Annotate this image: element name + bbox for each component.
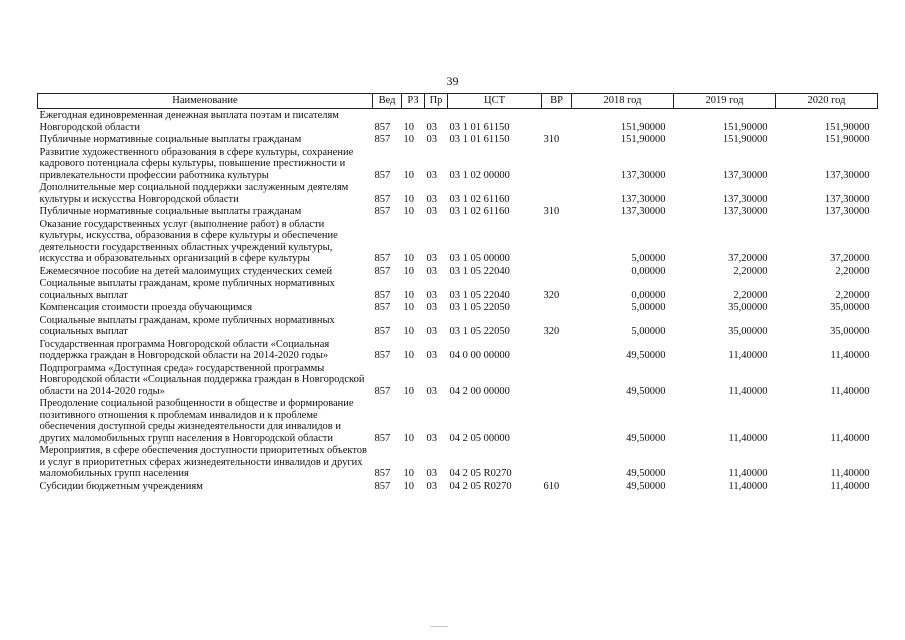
cell-name: Преодоление социальной разобщенности в обществе и формирование позитивного отношения к проблемам инвалидов и к проблеме обеспечения доступной среды жизнедеятельности для инвалидов и других маломобильных групп населения в Новгородской области [39, 398, 354, 444]
cell-2019: 137,30000 [722, 206, 768, 217]
column-header-ved: Вед [373, 94, 402, 109]
cell-cst: 04 2 05 R0270 [449, 480, 512, 492]
cell-vr [542, 181, 572, 205]
table-body [38, 109, 878, 493]
cell-cst: 04 2 05 00000 [449, 432, 510, 444]
cell-pr: 03 [426, 253, 437, 264]
cell-vr [542, 444, 572, 480]
header-row [38, 94, 878, 109]
cell-rz: 10 [403, 468, 414, 479]
cell-vr [542, 265, 572, 278]
cell-cst: 03 1 01 61150 [449, 134, 510, 145]
cell-name: Компенсация стоимости проезда обучающимся [39, 302, 253, 313]
cell-cst: 03 1 02 61160 [449, 206, 510, 217]
budget-table [37, 93, 878, 492]
cell-rz: 10 [403, 253, 414, 264]
column-header-vr: ВР [542, 94, 572, 109]
cell-ved: 857 [374, 265, 391, 277]
cell-cst: 03 1 05 22050 [449, 326, 510, 337]
cell-name: Субсидии бюджетным учреждениям [39, 480, 203, 492]
cell-vr: 320 [543, 326, 560, 337]
cell-rz: 10 [403, 169, 414, 181]
cell-rz: 10 [403, 385, 414, 397]
cell-2018: 0,00000 [631, 289, 666, 301]
table-row [38, 444, 878, 480]
column-header-name: Наименование [38, 94, 373, 109]
table-row [38, 480, 878, 493]
cell-ved: 857 [374, 302, 391, 313]
cell-rz: 10 [403, 289, 414, 301]
cell-name: Подпрограмма «Доступная среда» государственной программы Новгородской области «Социальная поддержка граждан в Новгородской области на 2014-2020 годы» [39, 362, 365, 397]
cell-vr: 310 [543, 134, 560, 145]
cell-2020: 151,90000 [824, 134, 870, 145]
cell-vr [542, 338, 572, 362]
cell-2020: 137,30000 [824, 206, 870, 217]
cell-rz: 10 [403, 480, 414, 492]
cell-vr [542, 301, 572, 314]
cell-2020: 35,00000 [830, 326, 870, 337]
cell-2019: 11,40000 [728, 350, 768, 361]
cell-2019: 2,20000 [733, 265, 768, 277]
cell-cst: 04 2 00 00000 [449, 385, 510, 397]
cell-2018: 5,00000 [631, 302, 666, 313]
cell-cst: 03 1 05 22040 [449, 289, 510, 301]
cell-pr: 03 [426, 265, 437, 277]
table-row [38, 218, 878, 265]
page-number: 39 [446, 74, 459, 88]
cell-2020: 37,20000 [830, 253, 870, 264]
cell-2020: 35,00000 [830, 302, 870, 313]
cell-2020: 11,40000 [830, 480, 870, 492]
cell-2020: 2,20000 [835, 265, 870, 277]
cell-2019: 2,20000 [733, 289, 768, 301]
cell-name: Государственная программа Новгородской области «Социальная поддержка граждан в Новгородской области на 2014-2020 годы» [39, 338, 330, 361]
cell-cst: 03 1 05 22040 [449, 265, 510, 277]
cell-vr [542, 146, 572, 182]
cell-2020: 11,40000 [830, 432, 870, 444]
cell-pr: 03 [426, 385, 437, 397]
cell-vr: 310 [543, 206, 560, 217]
cell-2018: 137,30000 [620, 206, 666, 217]
table-row [38, 133, 878, 146]
cell-ved: 857 [374, 289, 391, 301]
cell-ved: 857 [374, 326, 391, 337]
table-row [38, 146, 878, 182]
cell-cst: 03 1 01 61150 [449, 121, 510, 133]
cell-2018: 49,50000 [626, 350, 666, 361]
cell-name: Ежегодная единовременная денежная выплата поэтам и писателям Новгородской области [39, 110, 339, 133]
table-row [38, 362, 878, 398]
cell-rz: 10 [403, 193, 414, 205]
scan-mark [430, 626, 448, 627]
cell-vr [542, 218, 572, 265]
cell-name: Публичные нормативные социальные выплаты гражданам [39, 134, 302, 145]
column-header-rz: РЗ [402, 94, 425, 109]
cell-cst: 03 1 05 22050 [449, 302, 510, 313]
cell-pr: 03 [426, 193, 437, 205]
cell-name: Социальные выплаты гражданам, кроме публичных нормативных социальных выплат [39, 278, 335, 301]
cell-2018: 49,50000 [626, 468, 666, 479]
cell-2018: 137,30000 [620, 169, 666, 181]
cell-name: Мероприятия, в сфере обеспечения доступности приоритетных объектов и услуг в приоритетных сферах жизнедеятельности инвалидов и других маломобильных групп населения [39, 445, 368, 479]
cell-cst: 03 1 02 00000 [449, 169, 510, 181]
cell-2018: 151,90000 [620, 121, 666, 133]
cell-cst: 04 0 00 00000 [449, 350, 510, 361]
cell-2018: 49,50000 [626, 385, 666, 397]
cell-rz: 10 [403, 265, 414, 277]
cell-2019: 35,00000 [728, 326, 768, 337]
cell-2020: 11,40000 [830, 468, 870, 479]
table-row [38, 397, 878, 444]
cell-name: Развитие художественного образования в сфере культуры, сохранение кадрового потенциала сферы культуры, повышение престижности и привлекательности профессии работника культуры [39, 146, 354, 181]
table-row [38, 109, 878, 134]
cell-ved: 857 [374, 350, 391, 361]
cell-vr: 610 [543, 480, 560, 492]
cell-2020: 11,40000 [830, 350, 870, 361]
cell-vr [542, 362, 572, 398]
table-header [38, 94, 878, 109]
cell-2018: 137,30000 [620, 193, 666, 205]
cell-rz: 10 [403, 121, 414, 133]
table-row [38, 277, 878, 301]
cell-2020: 137,30000 [824, 193, 870, 205]
table-row [38, 265, 878, 278]
cell-ved: 857 [374, 385, 391, 397]
cell-ved: 857 [374, 432, 391, 444]
cell-cst: 03 1 05 00000 [449, 253, 510, 264]
cell-2019: 137,30000 [722, 193, 768, 205]
column-header-cst: ЦСТ [448, 94, 542, 109]
cell-ved: 857 [374, 193, 391, 205]
cell-pr: 03 [426, 432, 437, 444]
cell-pr: 03 [426, 206, 437, 217]
cell-name: Ежемесячное пособие на детей малоимущих студенческих семей [39, 265, 333, 277]
cell-2019: 37,20000 [728, 253, 768, 264]
cell-ved: 857 [374, 134, 391, 145]
cell-name: Дополнительные мер социальной поддержки заслуженным деятелям культуры и искусства Новгородской области [39, 182, 349, 205]
cell-2019: 11,40000 [728, 468, 768, 479]
cell-2018: 151,90000 [620, 134, 666, 145]
cell-2020: 2,20000 [835, 289, 870, 301]
cell-rz: 10 [403, 302, 414, 313]
cell-2019: 11,40000 [728, 432, 768, 444]
cell-2020: 137,30000 [824, 169, 870, 181]
cell-ved: 857 [374, 253, 391, 264]
table-row [38, 205, 878, 218]
cell-rz: 10 [403, 350, 414, 361]
table-row [38, 314, 878, 338]
cell-name: Оказание государственных услуг (выполнение работ) в области культуры, искусства, образования в сфере культуры и обеспечение деятельности государственных областных учреждений культуры, искусства и образовательных организаций в сфере культуры [39, 218, 338, 264]
cell-pr: 03 [426, 134, 437, 145]
cell-pr: 03 [426, 350, 437, 361]
table-row [38, 181, 878, 205]
column-header-2019: 2019 год [674, 94, 776, 109]
cell-ved: 857 [374, 468, 391, 479]
cell-cst: 03 1 02 61160 [449, 193, 510, 205]
cell-rz: 10 [403, 432, 414, 444]
cell-2019: 151,90000 [722, 121, 768, 133]
column-header-2020: 2020 год [776, 94, 878, 109]
cell-pr: 03 [426, 326, 437, 337]
cell-rz: 10 [403, 134, 414, 145]
column-header-2018: 2018 год [572, 94, 674, 109]
cell-2019: 11,40000 [728, 480, 768, 492]
cell-cst: 04 2 05 R0270 [449, 468, 512, 479]
cell-2020: 11,40000 [830, 385, 870, 397]
cell-rz: 10 [403, 206, 414, 217]
cell-2018: 5,00000 [631, 253, 666, 264]
cell-vr: 320 [543, 289, 560, 301]
cell-pr: 03 [426, 480, 437, 492]
cell-pr: 03 [426, 121, 437, 133]
cell-pr: 03 [426, 289, 437, 301]
cell-2018: 5,00000 [631, 326, 666, 337]
cell-name: Социальные выплаты гражданам, кроме публичных нормативных социальных выплат [39, 314, 335, 337]
cell-2019: 137,30000 [722, 169, 768, 181]
cell-ved: 857 [374, 480, 391, 492]
cell-ved: 857 [374, 121, 391, 133]
cell-2018: 49,50000 [626, 432, 666, 444]
cell-2018: 49,50000 [626, 480, 666, 492]
cell-2019: 35,00000 [728, 302, 768, 313]
cell-2018: 0,00000 [631, 265, 666, 277]
cell-rz: 10 [403, 326, 414, 337]
cell-vr [542, 109, 572, 134]
cell-pr: 03 [426, 468, 437, 479]
cell-2019: 11,40000 [728, 385, 768, 397]
column-header-pr: Пр [425, 94, 448, 109]
cell-pr: 03 [426, 169, 437, 181]
cell-ved: 857 [374, 206, 391, 217]
table-row [38, 301, 878, 314]
cell-pr: 03 [426, 302, 437, 313]
cell-ved: 857 [374, 169, 391, 181]
table-row [38, 338, 878, 362]
cell-vr [542, 397, 572, 444]
cell-2019: 151,90000 [722, 134, 768, 145]
cell-2020: 151,90000 [824, 121, 870, 133]
cell-name: Публичные нормативные социальные выплаты гражданам [39, 206, 302, 217]
